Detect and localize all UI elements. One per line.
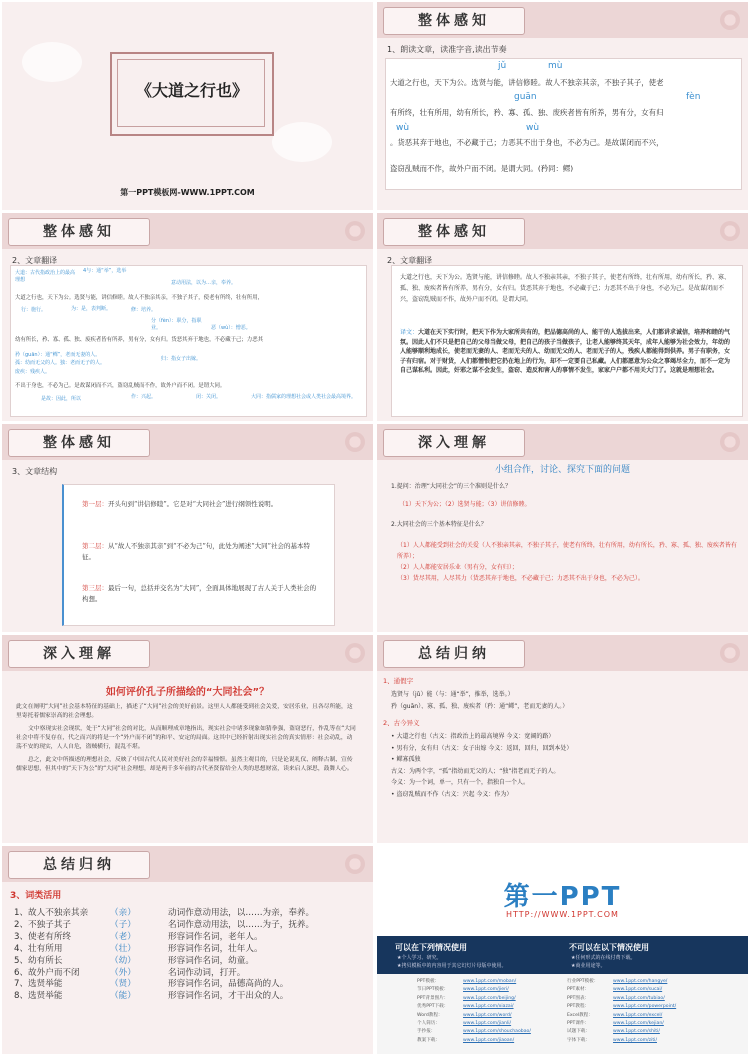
resource-link[interactable]: 行业PPT模板： www.1ppt.com/hangye/: [567, 979, 668, 984]
example-phrase: 7、选贤举能: [14, 979, 63, 990]
example-phrase: 5、幼有所长: [14, 955, 63, 966]
note: 作：兴起。: [131, 394, 157, 400]
slide-subtitle: 3、文章结构: [12, 467, 58, 476]
slide-summary-2: [2, 846, 373, 1054]
cannot-item: ★任何形式的在线付费下载。: [571, 955, 636, 961]
header-title: 深入理解: [8, 640, 150, 668]
note: 4与：通“举”，选举: [83, 268, 127, 274]
note: 行：施行。: [21, 307, 47, 313]
can-title: 可以在下列情况使用: [395, 943, 467, 952]
summary-line: • 鳏寡孤独: [391, 756, 421, 763]
answer-2-item: （1）人人都能受到社会的关爱（人不独亲其亲，不独子其子，使老有所终，壮有所用，幼有所长，矜、寡、孤、独、废疾者皆有所养）；: [397, 542, 737, 560]
slide-title-text: 《大道之行也》: [135, 81, 248, 100]
example-phrase: 6、故外户而不闭: [14, 967, 80, 978]
slide-header: [377, 2, 748, 38]
summary-line: 今义：为一个词，单一，只有一个，指独自一个人。: [391, 779, 530, 786]
example-phrase: 2、不独子其子: [14, 919, 72, 930]
flower-icon: [345, 643, 365, 663]
key-word: （幼）: [110, 955, 136, 966]
summary-line: 矜（guān）、寡、孤、独、废疾者（矜：通“鳏”，老而无妻的人。）: [391, 703, 569, 710]
structure-item: [82, 499, 322, 510]
resource-link[interactable]: PPT模板： www.1ppt.com/moban/: [417, 979, 517, 984]
word-usage-row: [14, 908, 369, 920]
note: 闭：关闭。: [196, 394, 222, 400]
flower-icon: [345, 221, 365, 241]
resource-link[interactable]: 优秀PPT下载： www.1ppt.com/xiazai/: [417, 1004, 514, 1010]
translation-text: 大道在天下实行时，把天下作为大家所共有的，把品德高尚的人、能干的人选拔出来，人们都讲求诚信，培养和睦的气氛。因此人们不只是把自己的父母当做父母，把自己的孩子当做孩子，让老人能够终其天年，成年人能够为社会效力，年幼的人能够顺利地成长，使老而无妻的人、老而无夫的人、幼而无父的人、老而无子的人，残疾人都能得到供养。男子有职务，女子有归宿。对于财货，人们都憎恨把它扔在地上的行为，却不一定要自己私藏。人们都愿意为公众之事竭尽全力，而不一定为自己谋私利。因此，奸邪之谋不会发生，盗窃、造反和害人的事情不发生，家家户户都不用关大门了。这就是理想社会。: [400, 329, 731, 374]
word-usage-row: [14, 968, 369, 980]
note: 分（fèn）：职分，指职业。: [151, 318, 202, 331]
example-phrase: 4、壮有所用: [14, 943, 63, 954]
summary-line: 选贤与（jǔ）能（与：通“举”，推举，选举。）: [391, 691, 514, 698]
resource-link[interactable]: PPT教程： www.1ppt.com/powerpoint/: [567, 1004, 677, 1010]
structure-item: [82, 583, 322, 605]
key-word: （壮）: [110, 943, 136, 954]
text-line: 。货恶其弃于地也，不必藏于己；力恶其不出于身也，不必为己。是故谋闭而不兴，: [390, 138, 664, 147]
usage-description: 名词作动词，打开。: [168, 967, 246, 978]
slide-header: [2, 635, 373, 671]
word-usage-row: [14, 991, 369, 1003]
slide-header: [2, 213, 373, 249]
resource-link[interactable]: 手抄报： www.1ppt.com/shouchaobao/: [417, 1029, 531, 1035]
evaluation-text: [16, 703, 356, 774]
flower-icon: [720, 432, 740, 452]
logo: 第一PPT: [503, 882, 622, 912]
evaluation-question: 如何评价孔子所描绘的“大同社会”？: [105, 687, 270, 698]
header-title: 整体感知: [8, 429, 150, 457]
slide-header: [377, 635, 748, 671]
slide-translation-notes: [2, 213, 373, 421]
text-line: 有所终，壮有所用，幼有所长，矜、寡、孤、独、废疾者皆有所养，男有分，女有归: [390, 108, 664, 117]
resource-link[interactable]: 个人简历： www.1ppt.com/jianli/: [417, 1021, 512, 1027]
note: 恶（wù）：憎恶。: [211, 325, 251, 331]
slide-structure: [2, 424, 373, 632]
slide-subtitle: 2、文章翻译: [12, 256, 58, 265]
answer-2-item: （3）货尽其用，人尽其力（货恶其弃于地也，不必藏于己；力恶其不出于身也，不必为己）。: [397, 575, 644, 582]
note: 为：是，表判断。: [71, 306, 112, 312]
answer-1: （1）天下为公；（2）选贤与能；（3）讲信修睦。: [399, 501, 531, 508]
usage-description: 形容词作名词，幼童。: [168, 955, 254, 966]
paragraph: 文中察现实社会现状，处于“大同”社会的对比，从而顺理成章地指出，现实社会中诸多现象如猜拳强，盗窃恶行，作乱等在“大同社会中将不复存在，代之而兴的将是一个“外户而不闭”的和平、安定的局面。这其中已经折射出现实社会的真实情形：社会动乱，动荡不安的现实，人人自危，盗贼横行，混乱不堪。: [16, 726, 356, 750]
pinyin: guān: [514, 92, 537, 102]
flower-icon: [345, 854, 365, 874]
pinyin: jǔ: [498, 61, 507, 71]
text-panel: [385, 58, 742, 190]
note: 大道：古代指政治上的最高理想: [15, 270, 76, 283]
slide-header: [377, 213, 748, 249]
links-right: [567, 978, 676, 1045]
license-panel: [377, 936, 748, 1054]
word-usage-row: [14, 956, 369, 968]
notes-panel: [10, 265, 367, 417]
slide-title: [2, 2, 373, 210]
word-usage-row: [14, 944, 369, 956]
header-title: 总结归纳: [383, 640, 525, 668]
slide-summary-1: [377, 635, 748, 843]
usage-description: 名词作意动用法，以……为子，抚养。: [168, 919, 315, 930]
resource-link[interactable]: 教案下载： www.1ppt.com/jiaoan/: [417, 1037, 515, 1043]
key-word: （子）: [110, 919, 136, 930]
note: 归：指女子出嫁。: [161, 356, 202, 362]
can-item: ★个人学习、研究。: [397, 955, 442, 961]
cloud-decoration: [272, 122, 332, 162]
answer-2: [397, 540, 737, 584]
section-title: 1、通假字: [383, 677, 414, 685]
structure-panel: [62, 484, 335, 626]
cloud-decoration: [22, 42, 82, 82]
layer-label: 第一层：: [82, 500, 108, 508]
pinyin: fèn: [686, 92, 701, 102]
text-line: 盗窃乱贼而不作，故外户而不闭。是谓大同。(矜同：鳏): [390, 164, 574, 173]
note: 孤：幼而无父的人。独：老而无子的人。: [15, 360, 106, 366]
flower-icon: [720, 643, 740, 663]
resource-link[interactable]: PPT图表： www.1ppt.com/tubiao/: [567, 995, 665, 1001]
layer-text: 开头句到“讲信修睦”。它是对“大同社会”进行纲领性说明。: [108, 500, 278, 508]
layer-label: 第二层：: [82, 542, 108, 550]
usage-description: 形容词作名词，壮年人。: [168, 943, 263, 954]
answer-2-item: （2）人人都能安居乐业（男有分，女有归）；: [397, 564, 518, 571]
slide-header: [2, 424, 373, 460]
summary-line: • 盗窃乱贼而不作（古义：兴起 今义：作为）: [391, 790, 513, 798]
key-word: （亲）: [110, 908, 136, 918]
original-text: 大道之行也，天下为公。选贤与能，讲信修睦。故人不独亲其亲，不独子其子，使老有所终，壮有所用，幼有所长，矜、寡、孤、独、废疾者皆有所养，男有分，女有归。货恶其弃于地也，不必藏于己；力恶其不出于身也，不必为己。是故谋闭而不兴，盗窃乱贼而不作，故外户而不闭。是谓大同。: [400, 274, 731, 303]
key-word: （外）: [110, 967, 136, 978]
section-title: 3、词类活用: [10, 891, 62, 901]
slide-end: [377, 846, 748, 1054]
example-phrase: 1、故人不独亲其亲: [14, 908, 89, 918]
text-line: 幼有所长，矜、寡、孤、独、废疾者皆有所养，男有分，女有归。货恶其弃于地也，不必藏于己；力恶其: [15, 337, 263, 343]
summary-line: • 大道之行也（古义：指政治上的最高境界 今义：宽阔的路）: [391, 733, 555, 740]
slide-subtitle: 1、朗读文章，读准字音,读出节奏: [387, 45, 507, 54]
pinyin: wù: [526, 123, 540, 133]
flower-icon: [720, 221, 740, 241]
slide-header: [2, 846, 373, 882]
note: 废疾：残疾人。: [15, 369, 51, 375]
flower-icon: [720, 10, 740, 30]
slide-evaluation: [2, 635, 373, 843]
header-title: 深入理解: [383, 429, 525, 457]
links-left: [417, 978, 531, 1045]
pinyin: mù: [548, 61, 563, 71]
logo-url: HTTP://WWW.1PPT.COM: [506, 910, 619, 919]
word-usage-row: [14, 932, 369, 944]
resource-link[interactable]: PPT课件： www.1ppt.com/kejian/: [567, 1021, 664, 1027]
usage-description: 动词作意动用法，以……为亲，奉养。: [168, 908, 315, 918]
example-phrase: 8、选贤举能: [14, 991, 63, 1002]
translation-panel: [391, 265, 743, 417]
resource-link[interactable]: PPT背景图片： www.1ppt.com/beijing/: [417, 995, 516, 1001]
translation-label: 译文：: [400, 329, 419, 336]
slide-header: [377, 424, 748, 460]
key-word: （贤）: [110, 979, 136, 990]
slide-subtitle: 2、文章翻译: [387, 256, 433, 265]
word-usage-list: [14, 908, 369, 1003]
pinyin: wù: [396, 123, 410, 133]
slide-translation: [377, 213, 748, 421]
note: 是故：因此，所以: [41, 396, 82, 402]
resource-link[interactable]: 节日PPT模板： www.1ppt.com/jieri/: [417, 987, 509, 993]
resource-link[interactable]: 试题下载： www.1ppt.com/shiti/: [567, 1029, 660, 1035]
word-usage-row: [14, 979, 369, 991]
flower-icon: [345, 432, 365, 452]
links-area: [377, 974, 748, 1054]
slide-reading: [377, 2, 748, 210]
summary-line: 古义：为两个字，“孤”指幼而无父的人；“独”指老而无子的人。: [391, 767, 560, 775]
key-word: （老）: [110, 931, 136, 942]
question-2: 2.大同社会的三个基本特征是什么？: [391, 521, 487, 528]
key-word: （能）: [110, 991, 136, 1002]
text-line: 大道之行也，天下为公。选贤与能，讲信修睦。故人不独亲其亲，不独子其子，使老: [390, 78, 664, 87]
resource-link[interactable]: 字体下载： www.1ppt.com/ziti/: [567, 1037, 657, 1043]
layer-text: 最后一句，总括并交名为“大同”，全面具体地展现了古人关于人类社会的构想。: [82, 584, 317, 603]
cannot-title: 不可以在以下情况使用: [569, 943, 649, 952]
structure-item: [82, 541, 322, 563]
paragraph: 总之，此文中所描述的理想社会，反映了中国古代人民对美好社会的幸福憧憬。虽然主观目的，只是论说礼仪、阐释古制、宣传儒家思想，但其中的“天下为公”的“大同”社会理想，却是两千多年前的古代圣贤留给全人类的思想财富，读来启人深思，鼓舞人心。: [16, 757, 353, 772]
usage-description: 形容词作名词，才干出众的人。: [168, 991, 289, 1002]
header-title: 整体感知: [383, 218, 525, 246]
layer-text: 从“故人不独亲其亲”到“不必为己”句，此处为阐述“大同”社会的基本特征。: [82, 542, 310, 561]
note: 矜（guān）：通“鳏”，老而无妻的人。: [15, 352, 101, 358]
resource-link[interactable]: Word教程： www.1ppt.com/word/: [417, 1012, 512, 1018]
header-title: 整体感知: [8, 218, 150, 246]
usage-description: 形容词作名词，品德高尚的人。: [168, 979, 289, 990]
discussion-heading: 小组合作，讨论、探究下面的问题: [494, 465, 630, 475]
example-phrase: 3、使老有所终: [14, 931, 72, 942]
slide-discussion: [377, 424, 748, 632]
word-usage-row: [14, 920, 369, 932]
cannot-item: ★商业用途等。: [571, 963, 606, 969]
note: 大同：指儒家的理想社会或人类社会最高境界。: [251, 394, 357, 400]
slide-footer: 第一PPT模板网-WWW.1PPT.COM: [120, 188, 255, 197]
note: 修：培养。: [131, 307, 157, 313]
header-title: 总结归纳: [8, 851, 150, 879]
layer-label: 第三层：: [82, 584, 108, 592]
text-line: 不出于身也，不必为己。是故谋闭而不兴，盗窃乱贼而不作，故外户而不闭。是谓大同。: [15, 383, 226, 389]
can-item: ★拷贝模板中的内容用于其它幻灯片母版中使用。: [397, 963, 507, 969]
text-line: 大道之行也，天下为公。选贤与能，讲信修睦。故人不独亲其亲，不独子其子，使老有所终，壮有所用，: [15, 295, 263, 301]
usage-description: 形容词作名词，老年人。: [168, 931, 263, 942]
resource-link[interactable]: Excel教程： www.1ppt.com/excel/: [567, 1012, 663, 1018]
section-title: 2、古今异义: [383, 719, 420, 727]
note: 意动用法，以为…亲，奉养。: [171, 280, 237, 286]
header-title: 整体感知: [383, 7, 525, 35]
summary-line: • 男有分，女有归（古义：女子出嫁 今义：返回，回归，回到本处）: [391, 744, 573, 752]
resource-link[interactable]: PPT素材： www.1ppt.com/sucai/: [567, 987, 663, 993]
question-1: 1.提问：治理“大同社会”的三个准则是什么？: [391, 483, 511, 490]
paragraph: 此文在阐明“大同”社会基本特征的基础上，描述了“大同”社会的美好前景。这里人人都能受到社会关爱，安居乐业，且各尽所能，这里寄托着儒家崇高的社会理想。: [16, 704, 353, 719]
